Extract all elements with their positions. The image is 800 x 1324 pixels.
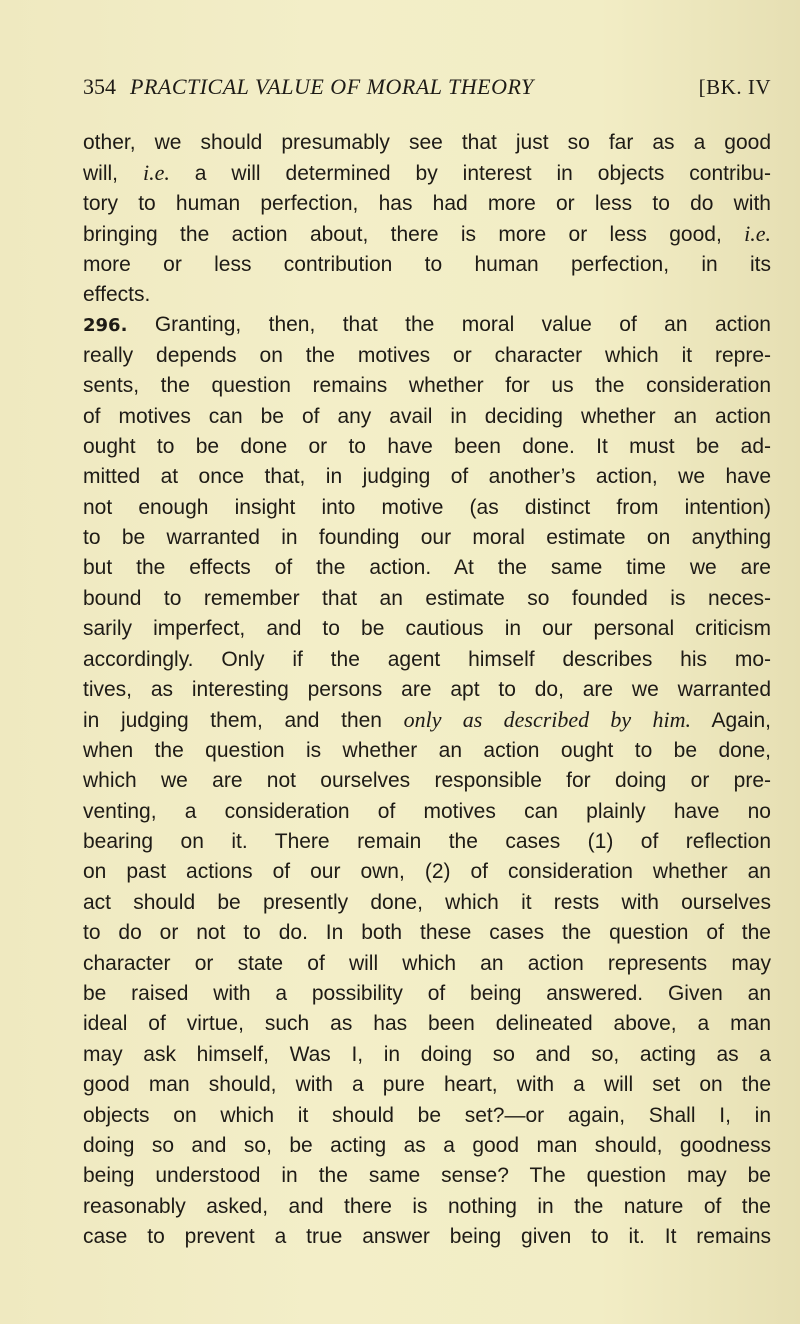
text-line: of motives can be of any avail in deciding whether an action [83,404,771,428]
text-line: bearing on it. There remain the cases (1) of reflection [83,829,771,853]
italic-phrase: only as described by him. [403,707,691,733]
text-line: ought to be done or to have been done. It must be ad- [83,434,771,458]
text-line: which we are not ourselves responsible for doing or pre- [83,769,771,793]
text-line: to do or not to do. In both these cases the question of the [83,921,771,945]
text-line: sarily imperfect, and to be cautious in our personal criticism [83,617,771,641]
text-line: to be warranted in founding our moral estimate on anything [83,526,771,550]
text-line: being understood in the same sense? The question may be [83,1164,771,1188]
text-line: objects on which it should be set?—or again, Shall I, in [83,1103,771,1127]
text-line: more or less contribution to human perfection, in its [83,252,771,276]
section-number: 296. [83,315,128,337]
text-line: mitted at once that, in judging of another’s action, we have [83,465,771,489]
book-page [83,74,771,1252]
text-line: bringing the action about, there is more or less good, i.e. [83,221,771,247]
text-line: good man should, with a pure heart, with a will set on the [83,1073,771,1097]
text-line: act should be presently done, which it rests with ourselves [83,890,771,914]
text-line: sents, the question remains whether for us the consideration [83,374,771,398]
page-header [83,74,771,114]
italic-abbreviation: i.e. [142,160,170,186]
text-line: tory to human perfection, has had more or less to do with [83,191,771,215]
text-line: may ask himself, Was I, in doing so and so, acting as a [83,1042,771,1066]
text-line: will, i.e. a will determined by interest in objects contribu- [83,160,771,186]
text-line: be raised with a possibility of being answered. Given an [83,981,771,1005]
text-line: venting, a consideration of motives can plainly have no [83,799,771,823]
text-line: tives, as interesting persons are apt to do, are we warranted [83,678,771,702]
text-line: in judging them, and then only as described by him. Again, [83,707,771,733]
text-line: accordingly. Only if the agent himself describes his mo- [83,647,771,671]
text-line: reasonably asked, and there is nothing in the nature of the [83,1194,771,1218]
text-line: case to prevent a true answer being given to it. It remains [83,1225,771,1249]
book-reference: [BK. IV [698,75,771,99]
text-line: effects. [83,282,151,306]
text-line: other, we should presumably see that just so far as a good [83,131,771,154]
text-line: 296. Granting, then, that the moral value of an action [83,313,771,337]
page-number: 354 [83,74,116,99]
text-line: on past actions of our own, (2) of consideration whether an [83,860,771,884]
italic-abbreviation: i.e. [744,221,771,247]
text-line: when the question is whether an action ought to be done, [83,738,771,762]
text-line: really depends on the motives or character which it repre- [83,343,771,367]
running-title: PRACTICAL VALUE OF MORAL THEORY [130,74,534,99]
text-line: but the effects of the action. At the same time we are [83,556,771,580]
text-line: doing so and so, be acting as a good man should, goodness [83,1133,771,1157]
text-line: not enough insight into motive (as distinct from intention) [83,495,771,519]
text-line: bound to remember that an estimate so founded is neces- [83,586,771,610]
body-text [83,128,771,1252]
text-line: ideal of virtue, such as has been delineated above, a man [83,1012,771,1036]
text-line: character or state of will which an action represents may [83,951,771,975]
